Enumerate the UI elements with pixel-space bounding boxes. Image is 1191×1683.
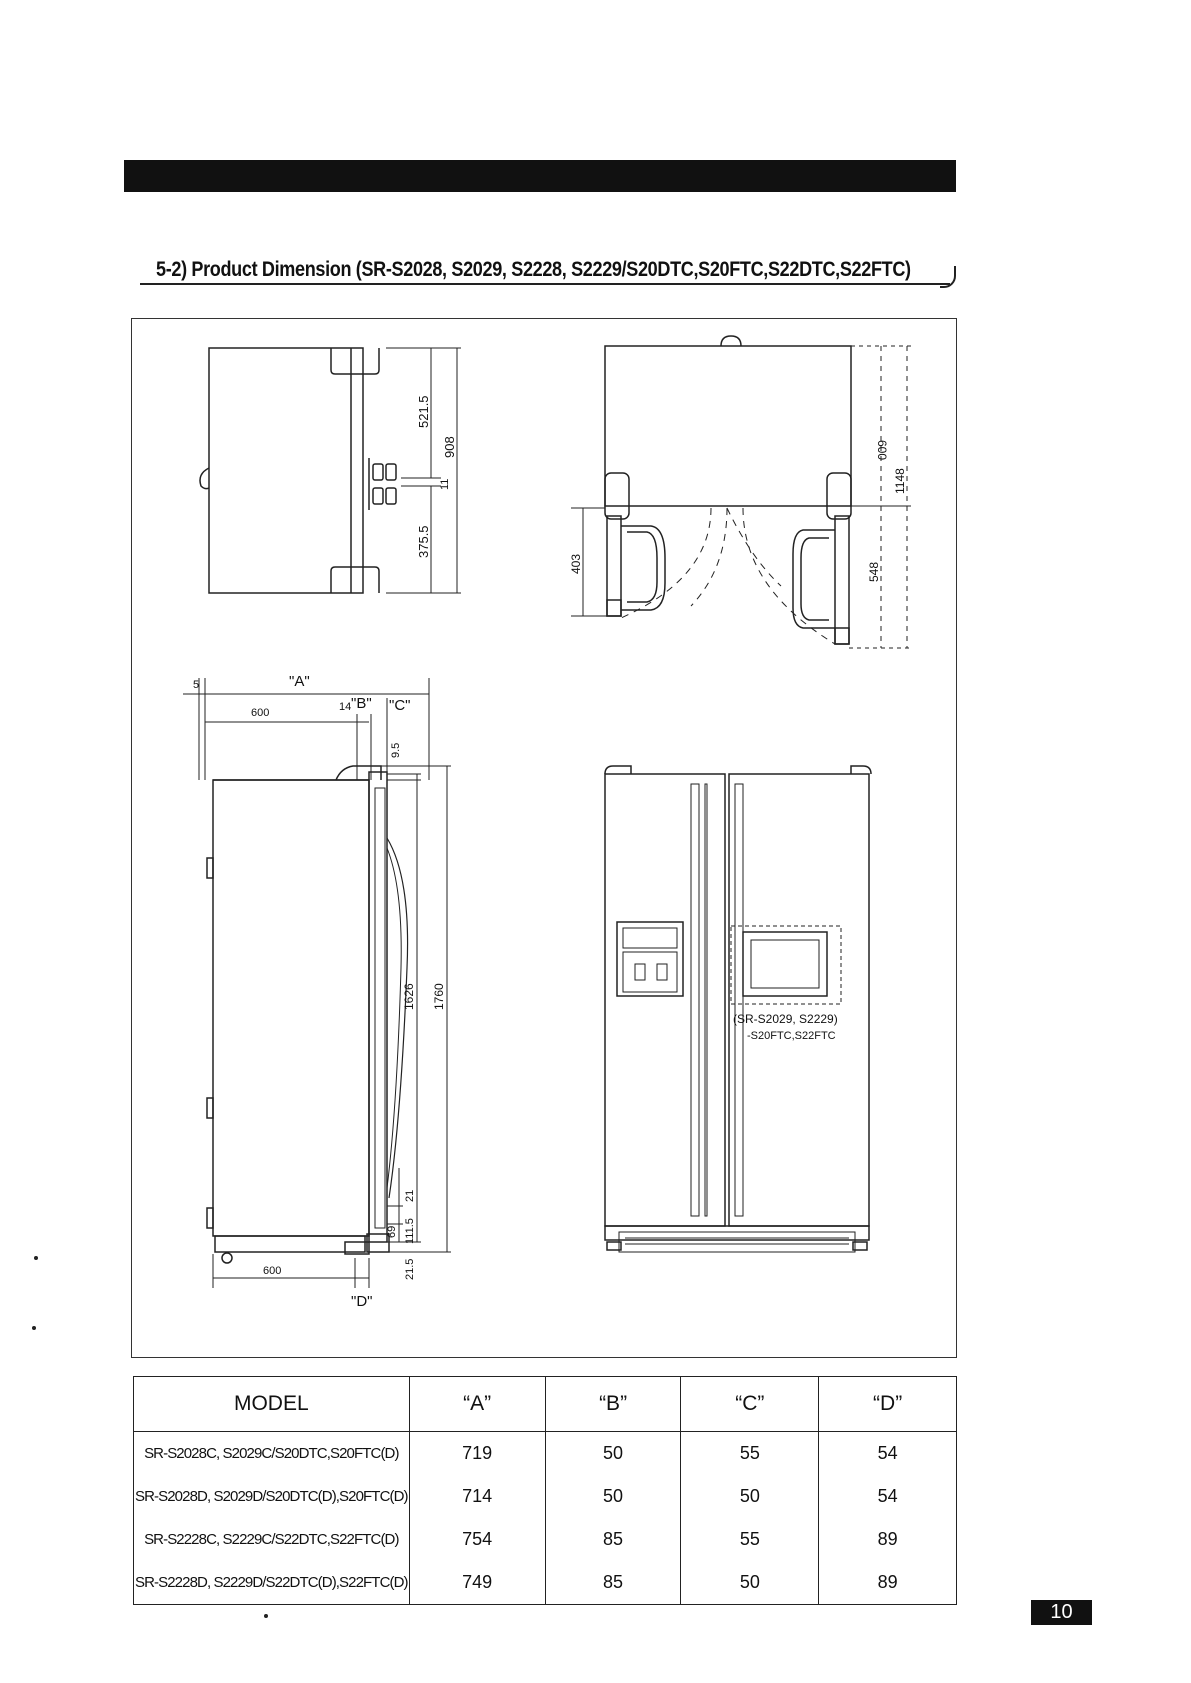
- side-view-body: [213, 780, 369, 1236]
- header-c: “C”: [681, 1377, 819, 1432]
- top-view-closed: [200, 348, 461, 593]
- cell-c: 50: [681, 1561, 819, 1605]
- cell-model: SR-S2028C, S2029C/S20DTC,S20FTC(D): [144, 1445, 399, 1462]
- cell-d: 54: [819, 1432, 957, 1476]
- table-row: [134, 1475, 957, 1518]
- section-title: 5-2) Product Dimension (SR-S2028, S2029, S2228, S2229/S20DTC,S20FTC,S22DTC,S22FTC): [156, 258, 911, 281]
- cell-b: 50: [545, 1432, 681, 1476]
- front-note-line2: -S20FTC,S22FTC: [747, 1030, 836, 1042]
- dim-1626: 1626: [402, 983, 416, 1010]
- label-b: "B": [351, 695, 372, 712]
- dimension-table: [133, 1376, 957, 1605]
- table-row: [134, 1561, 957, 1605]
- scan-speck: [264, 1614, 268, 1618]
- header-model: MODEL: [134, 1377, 410, 1432]
- dim-69: 69: [386, 1225, 398, 1238]
- cell-b: 85: [545, 1518, 681, 1561]
- cell-c: 50: [681, 1475, 819, 1518]
- label-c: "C": [389, 697, 411, 714]
- top-view-open-body: [605, 346, 851, 506]
- cell-d: 54: [819, 1475, 957, 1518]
- dim-5: 5: [193, 679, 200, 691]
- dim-908: 908: [442, 436, 457, 458]
- dim-403: 403: [569, 553, 583, 574]
- display-panel-outline: [731, 926, 841, 1004]
- table-row: [134, 1518, 957, 1561]
- top-view-open: [569, 336, 911, 648]
- dim-14: 14: [339, 701, 352, 713]
- cell-a: 749: [409, 1561, 545, 1605]
- page-number: 10: [1031, 1600, 1092, 1625]
- header-bar: [124, 160, 956, 192]
- label-a: "A": [289, 673, 310, 690]
- cell-c: 55: [681, 1432, 819, 1476]
- ice-water-dispenser: [617, 922, 683, 996]
- dim-548: 548: [867, 561, 881, 582]
- dim-1148: 1148: [893, 468, 907, 494]
- side-view: [183, 673, 451, 1310]
- front-view: [605, 766, 871, 1252]
- cell-model: SR-S2028D, S2029D/S20DTC(D),S20FTC(D): [135, 1488, 408, 1505]
- table-row: [134, 1432, 957, 1476]
- front-note-line1: (SR-S2029, S2229): [733, 1012, 838, 1026]
- cell-c: 55: [681, 1518, 819, 1561]
- dim-1760: 1760: [432, 983, 446, 1010]
- dim-600-side-bottom: 600: [263, 1265, 282, 1277]
- cell-d: 89: [819, 1561, 957, 1605]
- cell-a: 754: [409, 1518, 545, 1561]
- scan-speck: [32, 1326, 36, 1330]
- header-a: “A”: [409, 1377, 545, 1432]
- title-underline-hook: [940, 266, 956, 288]
- cell-b: 85: [545, 1561, 681, 1605]
- label-d: "D": [351, 1293, 373, 1310]
- cell-b: 50: [545, 1475, 681, 1518]
- dim-600-side-top: 600: [251, 707, 270, 719]
- dim-11: 11: [439, 478, 451, 490]
- dimension-drawings: [131, 318, 957, 1358]
- dim-21: 21: [404, 1189, 416, 1202]
- table-header-row: [134, 1377, 957, 1432]
- dim-375-5: 375.5: [416, 525, 431, 558]
- header-b: “B”: [545, 1377, 681, 1432]
- dim-21-5: 21.5: [404, 1258, 416, 1280]
- dim-9-5: 9.5: [390, 742, 402, 758]
- front-right-door: [729, 774, 869, 1226]
- top-view-body: [209, 348, 363, 593]
- scan-speck: [34, 1256, 38, 1260]
- cell-model: SR-S2228C, S2229C/S22DTC,S22FTC(D): [144, 1531, 399, 1548]
- title-underline: [140, 283, 950, 285]
- cell-d: 89: [819, 1518, 957, 1561]
- header-d: “D”: [819, 1377, 957, 1432]
- dim-111-5: 111.5: [404, 1218, 416, 1244]
- cell-model: SR-S2228D, S2229D/S22DTC(D),S22FTC(D): [135, 1574, 408, 1591]
- cell-a: 714: [409, 1475, 545, 1518]
- dim-521-5: 521.5: [416, 395, 431, 428]
- cell-a: 719: [409, 1432, 545, 1476]
- dim-600-top: 600: [875, 440, 889, 461]
